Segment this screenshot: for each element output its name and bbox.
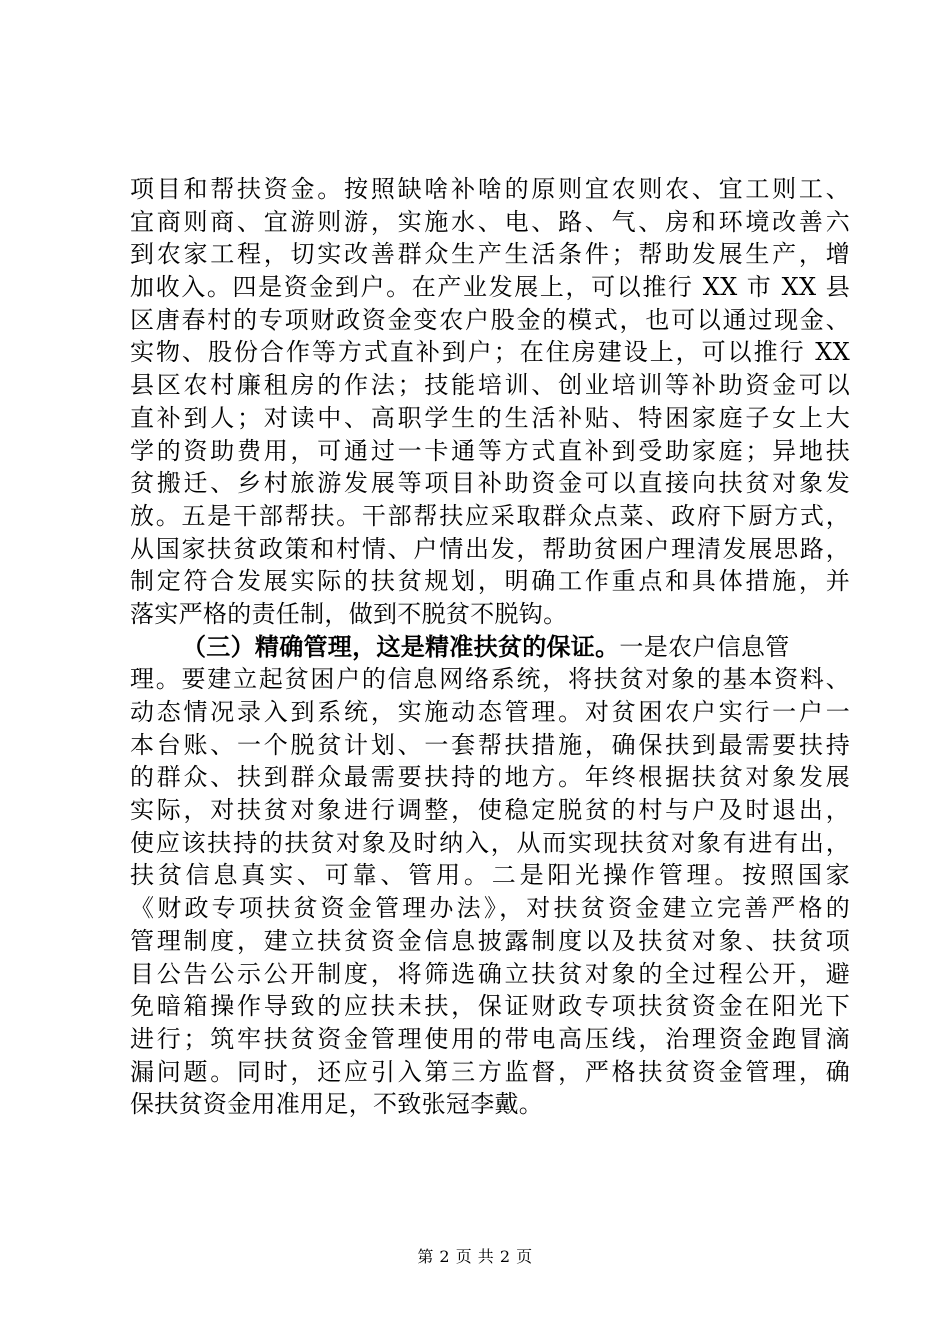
paragraph-line: 宜商则商、宜游则游，实施水、电、路、气、房和环境改善六	[130, 207, 850, 236]
paragraph-line: 学的资助费用，可通过一卡通等方式直补到受助家庭；异地扶	[130, 436, 850, 465]
paragraph-line: 项目和帮扶资金。按照缺啥补啥的原则宜农则农、宜工则工、	[130, 175, 850, 203]
paragraph-line: 放。五是干部帮扶。干部帮扶应采取群众点菜、政府下厨方式，	[130, 501, 850, 530]
paragraph-line: 管理制度，建立扶贫资金信息披露制度以及扶贫对象、扶贫项	[130, 926, 850, 955]
paragraph-line: 目公告公示公开制度，将筛选确立扶贫对象的全过程公开，避	[130, 959, 850, 988]
paragraph-line: 从国家扶贫政策和村情、户情出发，帮助贫困户理清发展思路，	[130, 534, 850, 563]
paragraph-line: 免暗箱操作导致的应扶未扶，保证财政专项扶贫资金在阳光下	[130, 992, 850, 1021]
paragraph-line: 使应该扶持的扶贫对象及时纳入，从而实现扶贫对象有进有出，	[130, 828, 850, 857]
page-number-footer: 第 2 页 共 2 页	[417, 1247, 533, 1266]
paragraph-line: 实际，对扶贫对象进行调整，使稳定脱贫的村与户及时退出，	[130, 796, 850, 825]
paragraph-line: 理。要建立起贫困户的信息网络系统，将扶贫对象的基本资料、	[130, 665, 850, 694]
section-3-heading: （三）精确管理，这是精准扶贫的保证。	[182, 631, 620, 661]
paragraph-line: 保扶贫资金用准用足，不致张冠李戴。	[130, 1090, 544, 1119]
paragraph-line: 落实严格的责任制，做到不脱贫不脱钩。	[130, 599, 568, 628]
section-3-first-line	[130, 631, 850, 664]
paragraph-line: 直补到人；对读中、高职学生的生活补贴、特困家庭子女上大	[130, 403, 850, 432]
document-body	[130, 173, 850, 1121]
paragraph-line: 加收入。四是资金到户。在产业发展上，可以推行 XX 市 XX 县	[130, 273, 850, 302]
paragraph-line: 漏问题。同时，还应引入第三方监督，严格扶贫资金管理，确	[130, 1057, 850, 1086]
paragraph-line: 动态情况录入到系统，实施动态管理。对贫困农户实行一户一	[130, 698, 850, 726]
paragraph-line: 区唐春村的专项财政资金变农户股金的模式，也可以通过现金、	[130, 305, 850, 334]
paragraph-line: 贫搬迁、乡村旅游发展等项目补助资金可以直接向扶贫对象发	[130, 469, 850, 498]
paragraph-line: 进行；筑牢扶贫资金管理使用的带电高压线，治理资金跑冒滴	[130, 1024, 850, 1053]
paragraph-line: 的群众、扶到群众最需要扶持的地方。年终根据扶贫对象发展	[130, 763, 850, 792]
paragraph-line: 到农家工程，切实改善群众生产生活条件；帮助发展生产，增	[130, 240, 850, 269]
paragraph-line: 制定符合发展实际的扶贫规划，明确工作重点和具体措施，并	[130, 567, 850, 596]
paragraph-line: 《财政专项扶贫资金管理办法》，对扶贫资金建立完善严格的	[130, 894, 850, 923]
paragraph-line: 县区农村廉租房的作法；技能培训、创业培训等补助资金可以	[130, 371, 850, 400]
paragraph-line: 扶贫信息真实、可靠、管用。二是阳光操作管理。按照国家	[130, 861, 850, 890]
paragraph-line: 实物、股份合作等方式直补到户；在住房建设上，可以推行 XX	[130, 338, 850, 367]
section-3-first-line-text: 一是农户信息管	[619, 632, 790, 661]
paragraph-line: 本台账、一个脱贫计划、一套帮扶措施，确保扶到最需要扶持	[130, 730, 850, 759]
